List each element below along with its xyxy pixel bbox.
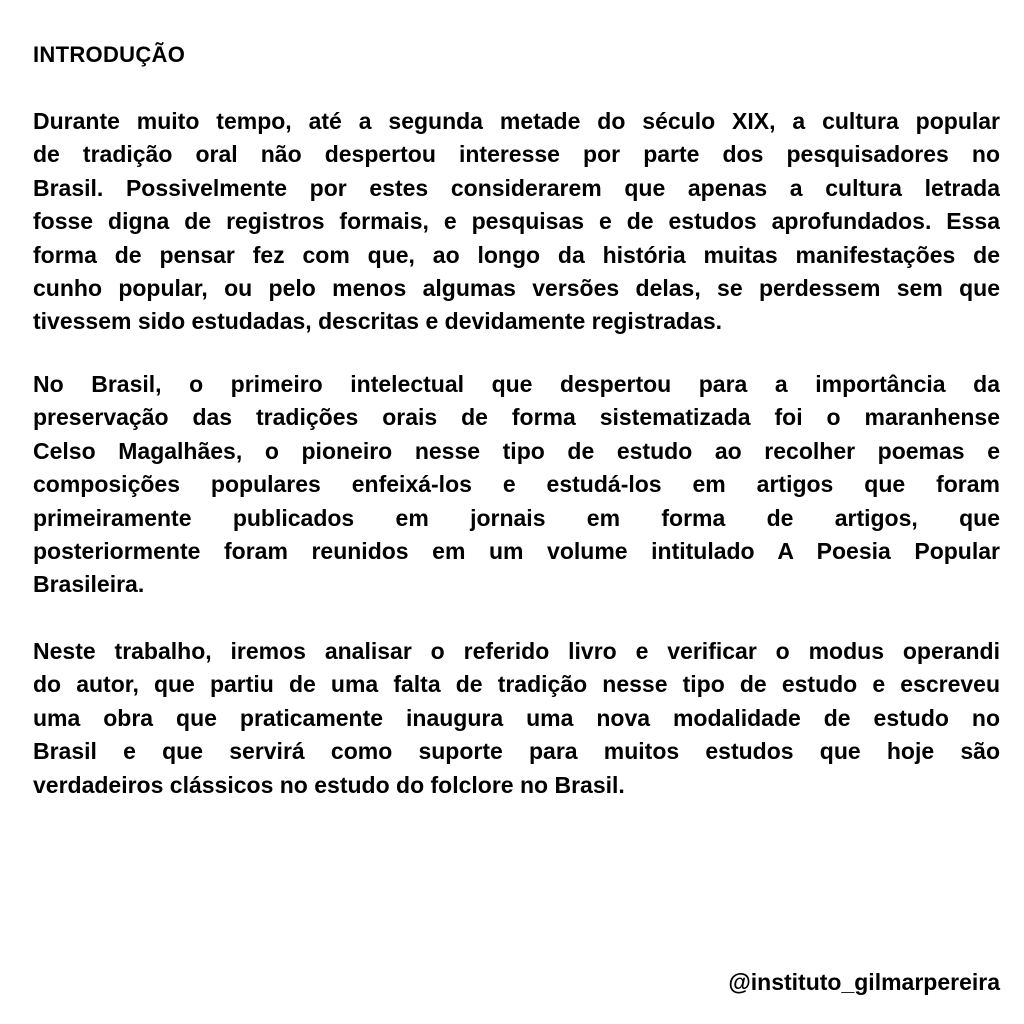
paragraph-line: Brasil e que servirá como suporte para muitos estudos que hoje são xyxy=(33,738,1000,765)
paragraph-line: Brasileira. xyxy=(33,571,145,598)
paragraph-line: composições populares enfeixá-los e estudá-los em artigos que foram xyxy=(33,471,1000,498)
body-paragraph-1 xyxy=(33,105,1000,339)
paragraph-line: No Brasil, o primeiro intelectual que despertou para a importância da xyxy=(33,371,1000,397)
paragraph-line: uma obra que praticamente inaugura uma nova modalidade de estudo no xyxy=(33,704,1000,731)
page-title: INTRODUÇÃO xyxy=(33,42,186,67)
paragraph-line: preservação das tradições orais de forma sistematizada foi o maranhense xyxy=(33,404,1000,431)
body-paragraph-3 xyxy=(33,635,1000,802)
social-handle: @instituto_gilmarpereira xyxy=(728,969,1000,995)
paragraph-line: tivessem sido estudadas, descritas e devidamente registradas. xyxy=(33,308,723,335)
paragraph-line: Brasil. Possivelmente por estes considerarem que apenas a cultura letrada xyxy=(33,174,1000,201)
paragraph-line: primeiramente publicados em jornais em forma de artigos, que xyxy=(33,504,1000,531)
paragraph-line: Durante muito tempo, até a segunda metade do século XIX, a cultura popular xyxy=(33,108,1000,134)
paragraph-line: Neste trabalho, iremos analisar o referido livro e verificar o modus operandi xyxy=(33,638,1000,664)
paragraph-line: forma de pensar fez com que, ao longo da história muitas manifestações de xyxy=(33,241,1000,268)
paragraph-line: Celso Magalhães, o pioneiro nesse tipo de estudo ao recolher poemas e xyxy=(33,437,1000,464)
paragraph-line: fosse digna de registros formais, e pesquisas e de estudos aprofundados. Essa xyxy=(33,208,1000,235)
paragraph-line: do autor, que partiu de uma falta de tradição nesse tipo de estudo e escreveu xyxy=(33,671,1000,698)
body-paragraph-2 xyxy=(33,368,1000,602)
paragraph-line: verdadeiros clássicos no estudo do folclore no Brasil. xyxy=(33,771,625,798)
paragraph-line: de tradição oral não despertou interesse por parte dos pesquisadores no xyxy=(33,141,1000,168)
paragraph-line: cunho popular, ou pelo menos algumas versões delas, se perdessem sem que xyxy=(33,274,1000,301)
paragraph-line: posteriormente foram reunidos em um volume intitulado A Poesia Popular xyxy=(33,537,1000,564)
